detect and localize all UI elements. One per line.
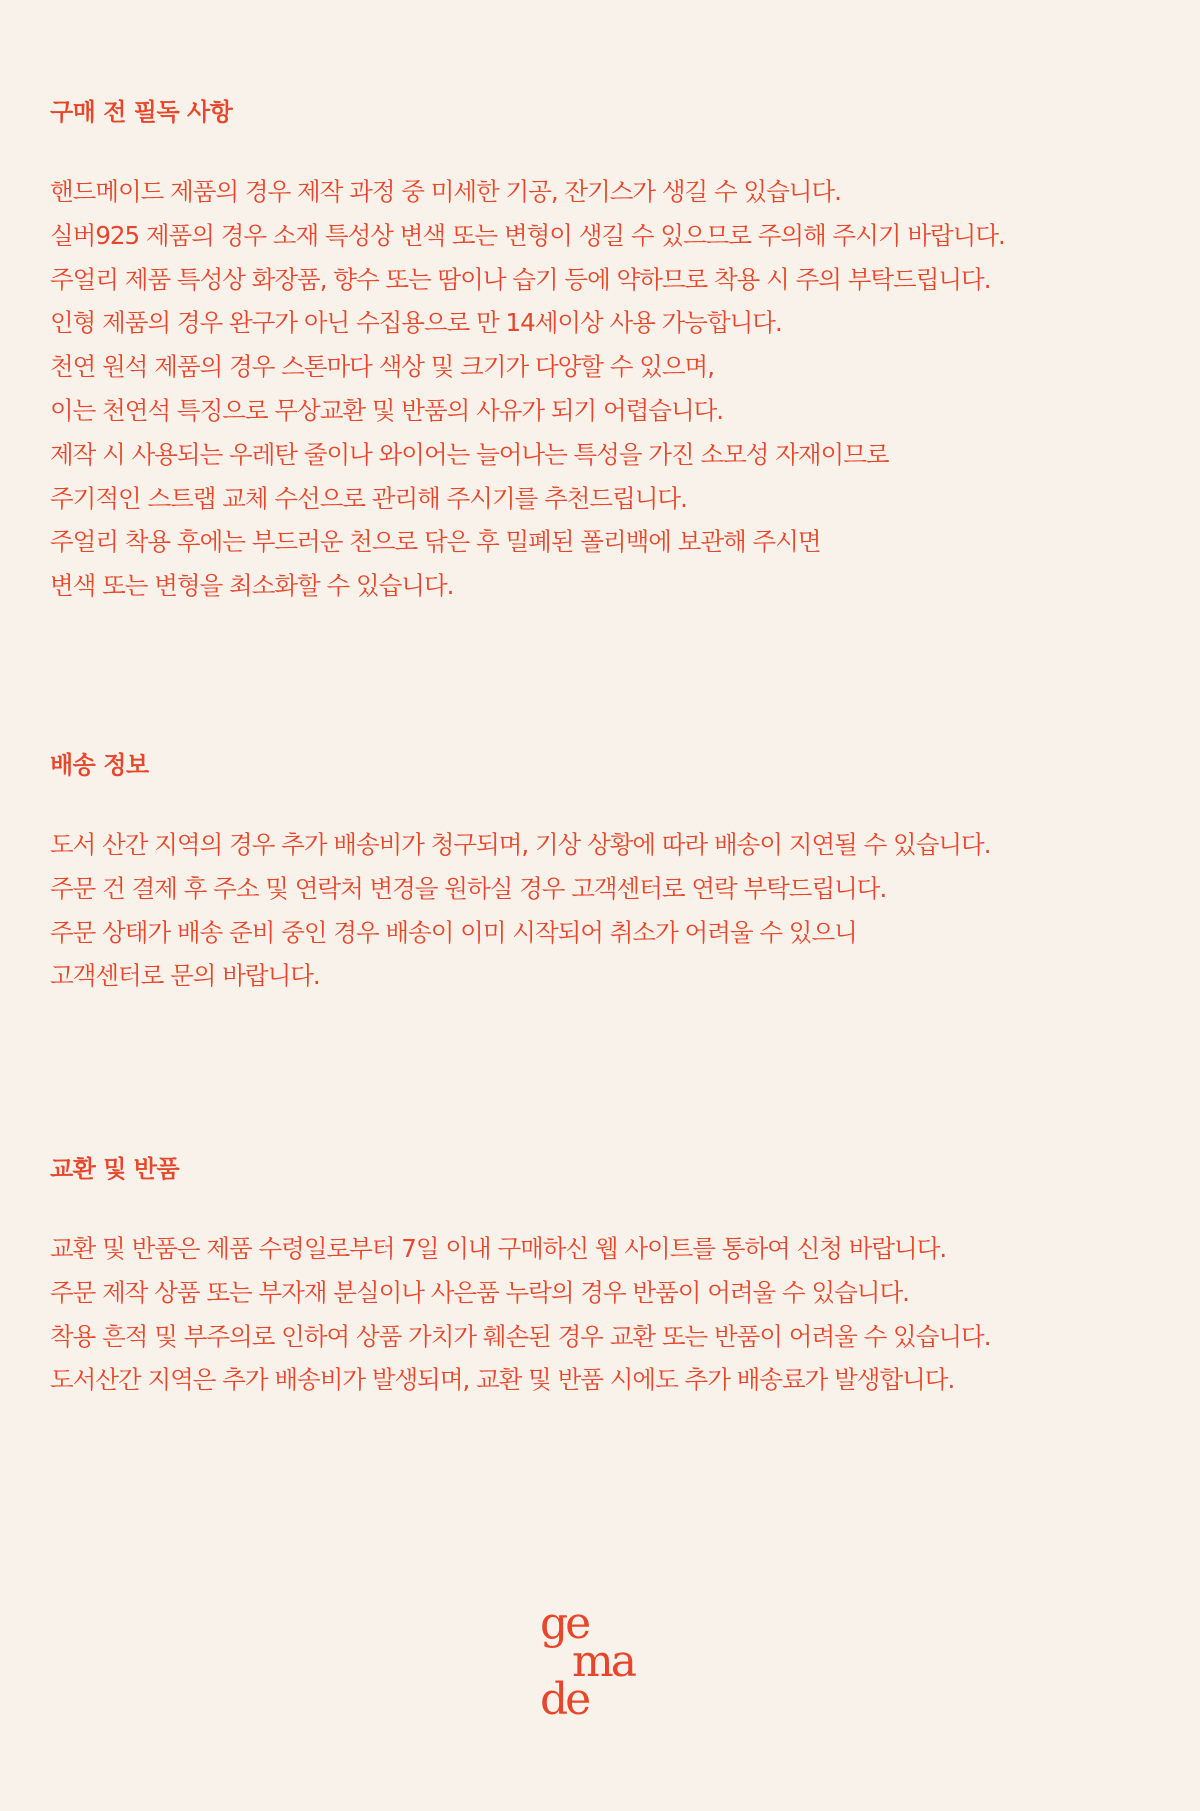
purchase-notice-list: [50, 170, 1160, 608]
shipping-info-list: [50, 823, 1160, 998]
shipping-info-line: 도서 산간 지역의 경우 추가 배송비가 청구되며, 기상 상황에 따라 배송이 지연될 수 있습니다.: [50, 830, 991, 859]
shipping-info-title: 배송 정보: [50, 751, 149, 779]
exchange-return-line: 주문 제작 상품 또는 부자재 분실이나 사은품 누락의 경우 반품이 어려울 수 있습니다.: [50, 1277, 909, 1307]
purchase-notice-title: 구매 전 필독 사항: [50, 98, 233, 126]
exchange-return-line: 착용 흔적 및 부주의로 인하여 상품 가치가 훼손된 경우 교환 또는 반품이 어려울 수 있습니다.: [50, 1321, 991, 1351]
purchase-notice-section: [50, 96, 1160, 608]
purchase-notice-line: 천연 원석 제품의 경우 스톤마다 색상 및 크기가 다양할 수 있으며,: [50, 352, 715, 382]
exchange-return-section: [50, 1153, 1160, 1402]
purchase-notice-line: 실버925 제품의 경우 소재 특성상 변색 또는 변형이 생길 수 있으므로 주의해 주시기 바랍니다.: [50, 220, 1005, 250]
logo-text-ge: ge: [540, 1600, 589, 1649]
logo-text-ma: ma: [572, 1636, 634, 1687]
purchase-notice-line: 주기적인 스트랩 교체 수선으로 관리해 주시기를 추천드립니다.: [50, 483, 687, 513]
purchase-notice-line: 이는 천연석 특징으로 무상교환 및 반품의 사유가 되기 어렵습니다.: [50, 395, 724, 425]
purchase-notice-line: 주얼리 착용 후에는 부드러운 천으로 닦은 후 밀폐된 폴리백에 보관해 주시면: [50, 527, 821, 557]
shipping-info-line: 주문 건 결제 후 주소 및 연락처 변경을 원하실 경우 고객센터로 연락 부탁드립니다.: [50, 873, 887, 903]
gemade-logo: [536, 1600, 666, 1720]
shipping-info-section: [50, 749, 1160, 998]
exchange-return-list: [50, 1227, 1160, 1402]
purchase-notice-line: 변색 또는 변형을 최소화할 수 있습니다.: [50, 571, 454, 601]
exchange-return-line: 도서산간 지역은 추가 배송비가 발생되며, 교환 및 반품 시에도 추가 배송료가 발생합니다.: [50, 1365, 955, 1395]
exchange-return-line: 교환 및 반품은 제품 수령일로부터 7일 이내 구매하신 웹 사이트를 통하여 신청 바랍니다.: [50, 1234, 947, 1263]
logo-text-de: de: [540, 1674, 589, 1720]
purchase-notice-line: 제작 시 사용되는 우레탄 줄이나 와이어는 늘어나는 특성을 가진 소모성 자재이므로: [50, 439, 889, 469]
purchase-notice-line: 주얼리 제품 특성상 화장품, 향수 또는 땀이나 습기 등에 약하므로 착용 시 주의 부탁드립니다.: [50, 264, 991, 294]
purchase-notice-line: 인형 제품의 경우 완구가 아닌 수집용으로 만 14세이상 사용 가능합니다.: [50, 308, 782, 338]
shipping-info-line: 고객센터로 문의 바랍니다.: [50, 961, 320, 991]
exchange-return-title: 교환 및 반품: [50, 1155, 180, 1183]
shipping-info-line: 주문 상태가 배송 준비 중인 경우 배송이 이미 시작되어 취소가 어려울 수 있으니: [50, 917, 857, 947]
purchase-notice-line: 핸드메이드 제품의 경우 제작 과정 중 미세한 기공, 잔기스가 생길 수 있습니다.: [50, 177, 841, 206]
